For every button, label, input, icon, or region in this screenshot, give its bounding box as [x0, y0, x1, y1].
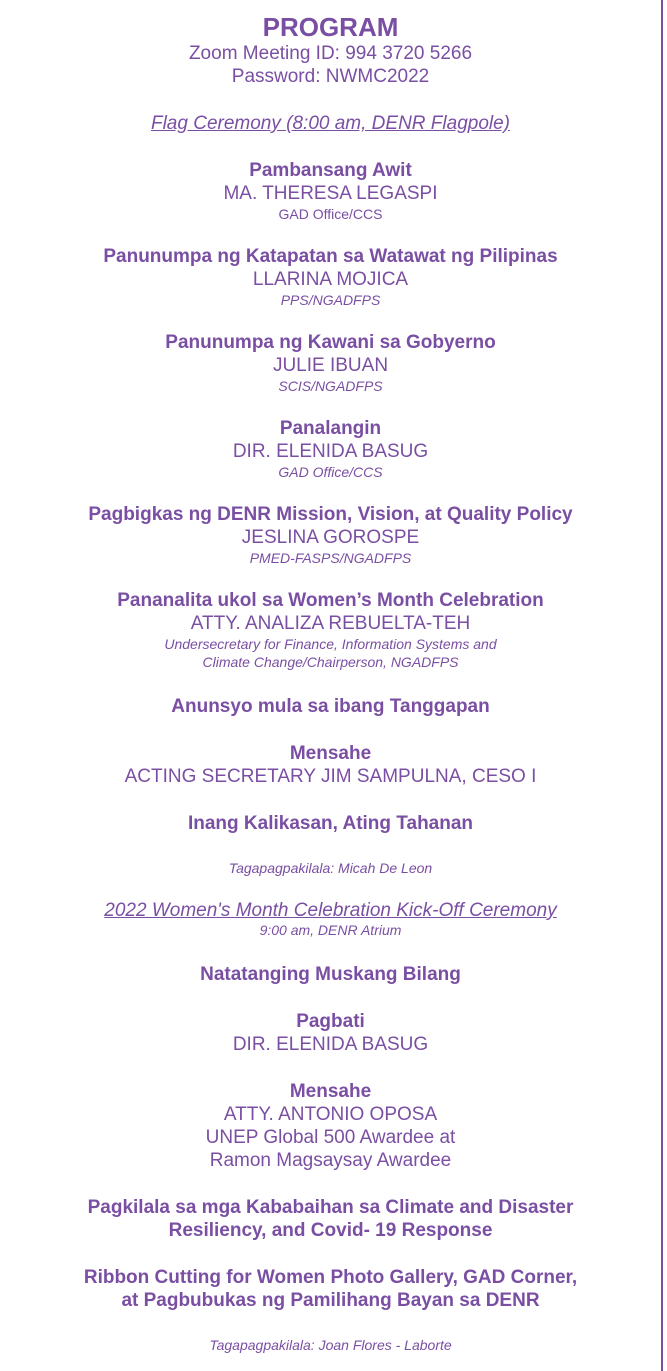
item-heading: Panalangin: [279, 418, 382, 439]
item-person: DIR. ELENIDA BASUG: [232, 441, 429, 462]
kickoff-ceremony-heading: 2022 Women's Month Celebration Kick-Off Ceremony: [104, 900, 557, 921]
item-heading: Resiliency, and Covid- 19 Response: [168, 1220, 493, 1241]
item-person: LLARINA MOJICA: [252, 269, 409, 290]
item-heading: Pagbati: [296, 1011, 365, 1032]
item-office: PPS/NGADFPS: [280, 292, 381, 308]
right-border-line: [661, 0, 663, 1371]
item-heading: Panunumpa ng Kawani sa Gobyerno: [165, 332, 496, 353]
item-person: JESLINA GOROSPE: [241, 527, 420, 548]
item-office: GAD Office/CCS: [278, 206, 383, 222]
item-office: Undersecretary for Finance, Information Systems and: [164, 636, 497, 652]
program-item-inang-kalikasan: Inang Kalikasan, Ating Tahanan: [187, 813, 474, 834]
item-person: ATTY. ANALIZA REBUELTA-TEH: [190, 613, 471, 634]
item-office: Climate Change/Chairperson, NGADFPS: [202, 654, 459, 670]
item-heading: Panunumpa ng Katapatan sa Watawat ng Pilipinas: [103, 246, 558, 267]
program-item-prayer: [0, 417, 661, 481]
flag-ceremony-heading: Flag Ceremony (8:00 am, DENR Flagpole): [150, 113, 511, 134]
program-item-employee-oath: [0, 331, 661, 395]
item-person: DIR. ELENIDA BASUG: [232, 1034, 429, 1055]
program-item-greeting: [0, 1010, 661, 1056]
item-heading: Mensahe: [289, 743, 372, 764]
item-heading: Mensahe: [289, 1081, 372, 1102]
program-item-announcements: Anunsyo mula sa ibang Tanggapan: [171, 696, 490, 717]
program-item-recognition: [0, 1196, 661, 1242]
program-item-anthem: [0, 159, 661, 223]
item-person-title: Ramon Magsaysay Awardee: [209, 1150, 452, 1171]
item-heading: Pagbigkas ng DENR Mission, Vision, at Quality Policy: [88, 504, 573, 525]
kickoff-ceremony-time: 9:00 am, DENR Atrium: [259, 922, 402, 938]
zoom-meeting-id: Zoom Meeting ID: 994 3720 5266: [188, 43, 473, 64]
item-office: SCIS/NGADFPS: [278, 378, 383, 394]
item-office: PMED-FASPS/NGADFPS: [249, 550, 412, 566]
item-person: MA. THERESA LEGASPI: [223, 183, 438, 204]
program-item-muskang-bilang: Natatanging Muskang Bilang: [200, 964, 461, 985]
program-item-ribbon-cutting: [0, 1266, 661, 1312]
zoom-password: Password: NWMC2022: [231, 66, 430, 87]
item-heading: Pagkilala sa mga Kababaihan sa Climate and Disaster: [87, 1197, 574, 1218]
emcee-intro-1: Tagapagpakilala: Micah De Leon: [228, 860, 433, 876]
program-item-womens-month-speech: [0, 589, 661, 671]
emcee-intro-2: Tagapagpakilala: Joan Flores - Laborte: [209, 1337, 452, 1353]
item-person: ATTY. ANTONIO OPOSA: [223, 1104, 438, 1125]
item-office: GAD Office/CCS: [278, 464, 383, 480]
program-item-message-oposa: [0, 1080, 661, 1172]
item-heading: Pambansang Awit: [249, 160, 412, 181]
item-heading: Pananalita ukol sa Women’s Month Celebration: [117, 590, 544, 611]
item-heading: Ribbon Cutting for Women Photo Gallery, GAD Corner,: [83, 1267, 578, 1288]
program-item-mission-vision: [0, 503, 661, 567]
item-person: ACTING SECRETARY JIM SAMPULNA, CESO I: [124, 766, 537, 787]
program-title: PROGRAM: [262, 12, 399, 42]
item-heading: at Pagbubukas ng Pamilihang Bayan sa DENR: [121, 1290, 540, 1311]
program-item-message: [0, 742, 661, 788]
program-item-flag-pledge: [0, 245, 661, 309]
item-person-title: UNEP Global 500 Awardee at: [205, 1127, 456, 1148]
item-person: JULIE IBUAN: [272, 355, 389, 376]
